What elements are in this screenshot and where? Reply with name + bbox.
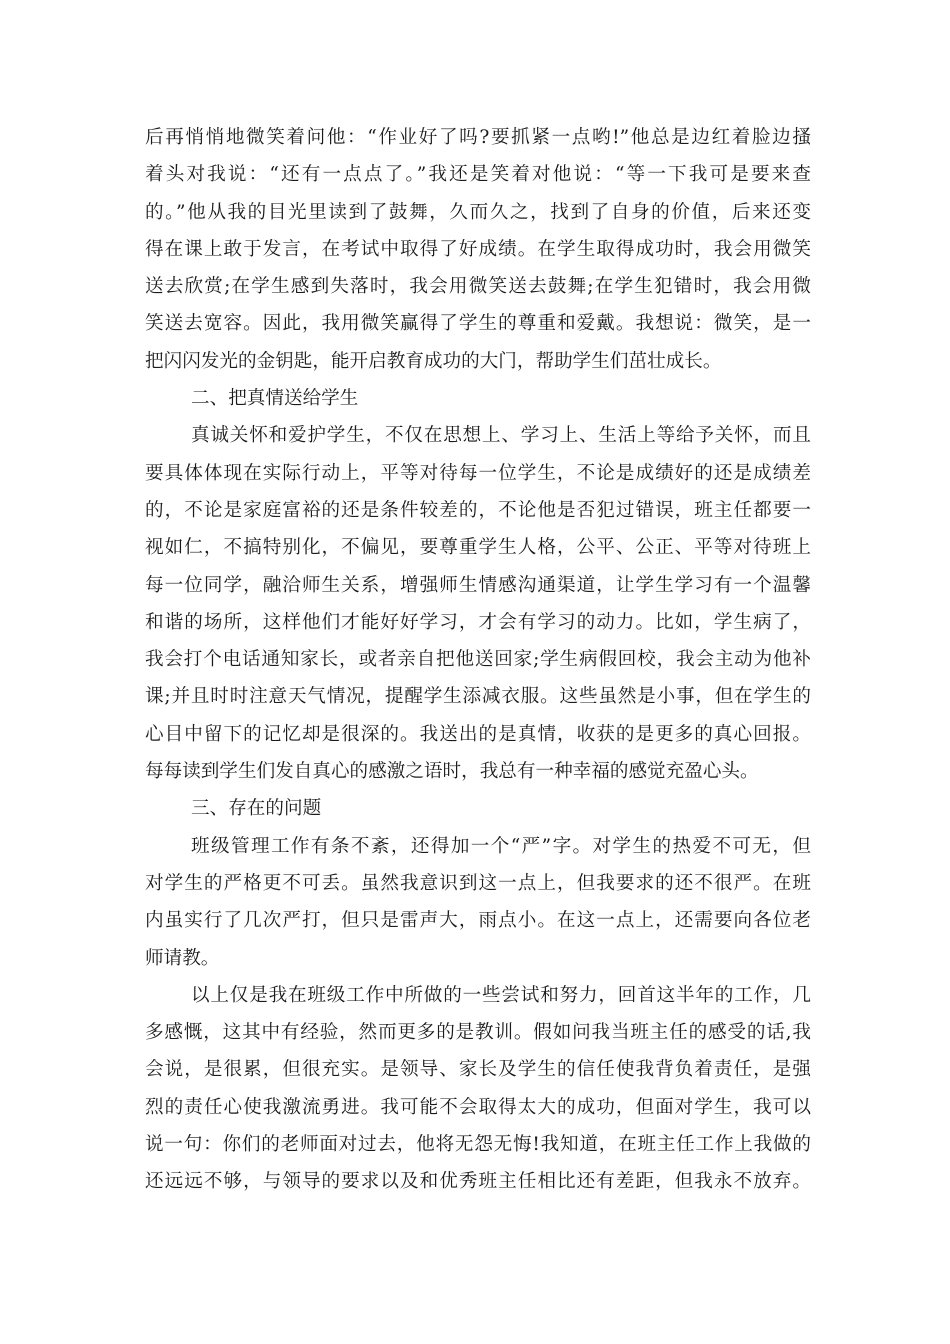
text-line: 会说，是很累，但很充实。是领导、家长及学生的信任使我背负着责任，是强 xyxy=(145,1059,811,1081)
text-line: 视如仁，不搞特别化，不偏见，要尊重学生人格，公平、公正、平等对待班上 xyxy=(145,537,811,559)
text-line: 的。”他从我的目光里读到了鼓舞，久而久之，找到了自身的价值，后来还变 xyxy=(145,201,811,223)
text-line: 和谐的场所，这样他们才能好好学习，才会有学习的动力。比如，学生病了， xyxy=(145,611,811,633)
heading-text: 三、存在的问题 xyxy=(191,798,322,820)
section-heading-true-feelings xyxy=(145,380,811,417)
text-line: 烈的责任心使我激流勇进。我可能不会取得太大的成功，但面对学生，我可以 xyxy=(145,1096,811,1118)
text-line: 着头对我说：“还有一点点了。”我还是笑着对他说：“等一下我可是要来查 xyxy=(145,164,811,186)
text-line: 每每读到学生们发自真心的感激之语时，我总有一种幸福的感觉充盈心头。 xyxy=(145,761,759,783)
text-line: 每一位同学，融洽师生关系，增强师生情感沟通渠道，让学生学习有一个温馨 xyxy=(145,574,811,596)
text-line: 把闪闪发光的金钥匙，能开启教育成功的大门，帮助学生们茁壮成长。 xyxy=(145,350,722,372)
heading-text: 二、把真情送给学生 xyxy=(191,388,359,410)
paragraph-conclusion xyxy=(145,977,811,1201)
text-line: 师请教。 xyxy=(145,947,220,969)
text-line: 要具体体现在实际行动上，平等对待每一位学生，不论是成绩好的还是成绩差 xyxy=(145,462,811,484)
text-line: 以上仅是我在班级工作中所做的一些尝试和努力，回首这半年的工作，几 xyxy=(191,984,811,1006)
text-line: 班级管理工作有条不紊，还得加一个“严”字。对学生的热爱不可无，但 xyxy=(191,835,811,857)
text-line: 说一句：你们的老师面对过去，他将无怨无悔!我知道，在班主任工作上我做的 xyxy=(145,1134,811,1156)
text-line: 内虽实行了几次严打，但只是雷声大，雨点小。在这一点上，还需要向各位老 xyxy=(145,910,811,932)
text-line: 送去欣赏;在学生感到失落时，我会用微笑送去鼓舞;在学生犯错时，我会用微 xyxy=(145,276,811,298)
paragraph-care-students xyxy=(145,417,811,790)
text-line: 还远远不够，与领导的要求以及和优秀班主任相比还有差距，但我永不放弃。 xyxy=(145,1171,811,1193)
text-line: 笑送去宽容。因此，我用微笑赢得了学生的尊重和爱戴。我想说：微笑，是一 xyxy=(145,313,811,335)
section-heading-existing-problems xyxy=(145,790,811,827)
text-line: 对学生的严格更不可丢。虽然我意识到这一点上，但我要求的还不很严。在班 xyxy=(145,872,811,894)
paragraph-smile-continuation xyxy=(145,119,811,380)
text-line: 心目中留下的记忆却是很深的。我送出的是真情，收获的是更多的真心回报。 xyxy=(145,723,811,745)
text-line: 后再悄悄地微笑着问他：“作业好了吗?要抓紧一点哟!”他总是边红着脸边搔 xyxy=(145,127,811,148)
text-line: 的，不论是家庭富裕的还是条件较差的，不论他是否犯过错误，班主任都要一 xyxy=(145,499,811,521)
paragraph-strictness xyxy=(145,828,811,977)
text-line: 课;并且时时注意天气情况，提醒学生添减衣服。这些虽然是小事，但在学生的 xyxy=(145,686,811,708)
text-line: 我会打个电话通知家长，或者亲自把他送回家;学生病假回校，我会主动为他补 xyxy=(145,649,811,671)
text-line: 真诚关怀和爱护学生，不仅在思想上、学习上、生活上等给予关怀，而且 xyxy=(191,425,811,447)
text-line: 得在课上敢于发言，在考试中取得了好成绩。在学生取得成功时，我会用微笑 xyxy=(145,238,811,260)
text-line: 多感慨，这其中有经验，然而更多的是教训。假如问我当班主任的感受的话,我 xyxy=(145,1022,811,1044)
document-body xyxy=(145,119,811,1201)
